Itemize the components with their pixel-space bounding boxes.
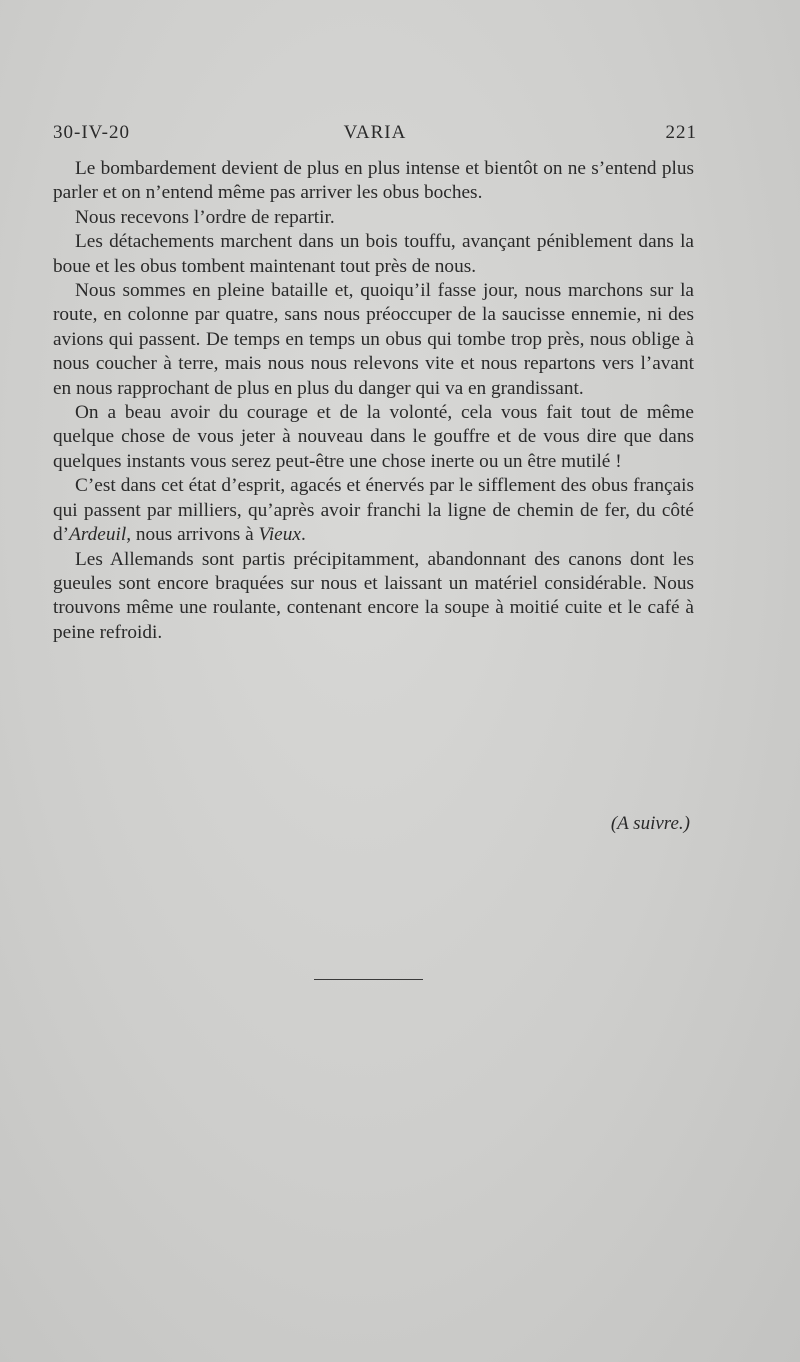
continuation-note: (A suivre.)	[610, 813, 690, 834]
paragraph	[53, 474, 694, 547]
paragraph: On a beau avoir du courage et de la volonté, cela vous fait tout de même quelque chose de vous jeter à nouveau dans le gouffre et de vous dire que dans quelques instants vous serez peut-être une chose inerte ou un être mutilé !	[53, 402, 694, 472]
paragraph: Nous sommes en pleine bataille et, quoiqu’il fasse jour, nous marchons sur la route, en colonne par quatre, sans nous préoccuper de la saucisse ennemie, ni des avions qui passent. De temps en temps un obus qui tombe trop près, nous oblige à nous coucher à terre, mais nous nous relevons vite et nous repartons vers l’avant en nous rapprochant de plus en plus du danger qui va en grandissant.	[53, 280, 694, 399]
place-name: Vieux	[258, 524, 301, 546]
paragraph: Les détachements marchent dans un bois touffu, avançant péniblement dans la boue et les obus tombent maintenant tout près de nous.	[53, 231, 694, 277]
header-date: 30-IV-20	[53, 122, 130, 143]
page-number: 221	[665, 122, 697, 143]
paragraph-text: C’est dans cet état d’esprit, agacés et énervés par le sifflement des obus français qui passent par milliers, qu’après avoir franchi la ligne de chemin de fer, du côté d’	[53, 475, 694, 546]
paragraph: Nous recevons l’ordre de repartir.	[75, 206, 335, 228]
paragraph: Le bombardement devient de plus en plus intense et bientôt on ne s’entend plus parler et on n’entend même pas arriver les obus boches.	[53, 158, 694, 204]
paragraph-text: .	[300, 524, 306, 546]
running-header	[53, 122, 697, 150]
paragraph: Les Allemands sont partis précipitamment, abandonnant des canons dont les gueules sont encore braquées sur nous et laissant un matériel considérable. Nous trouvons même une roulante, contenant encore la soupe à moitié cuite et le café à peine refroidi.	[53, 548, 694, 643]
section-divider	[314, 979, 423, 980]
header-section-title: VARIA	[343, 122, 407, 143]
place-name: Ardeuil	[69, 524, 127, 546]
paragraph-text: , nous arrivons à	[126, 524, 259, 546]
article-body	[53, 157, 694, 645]
